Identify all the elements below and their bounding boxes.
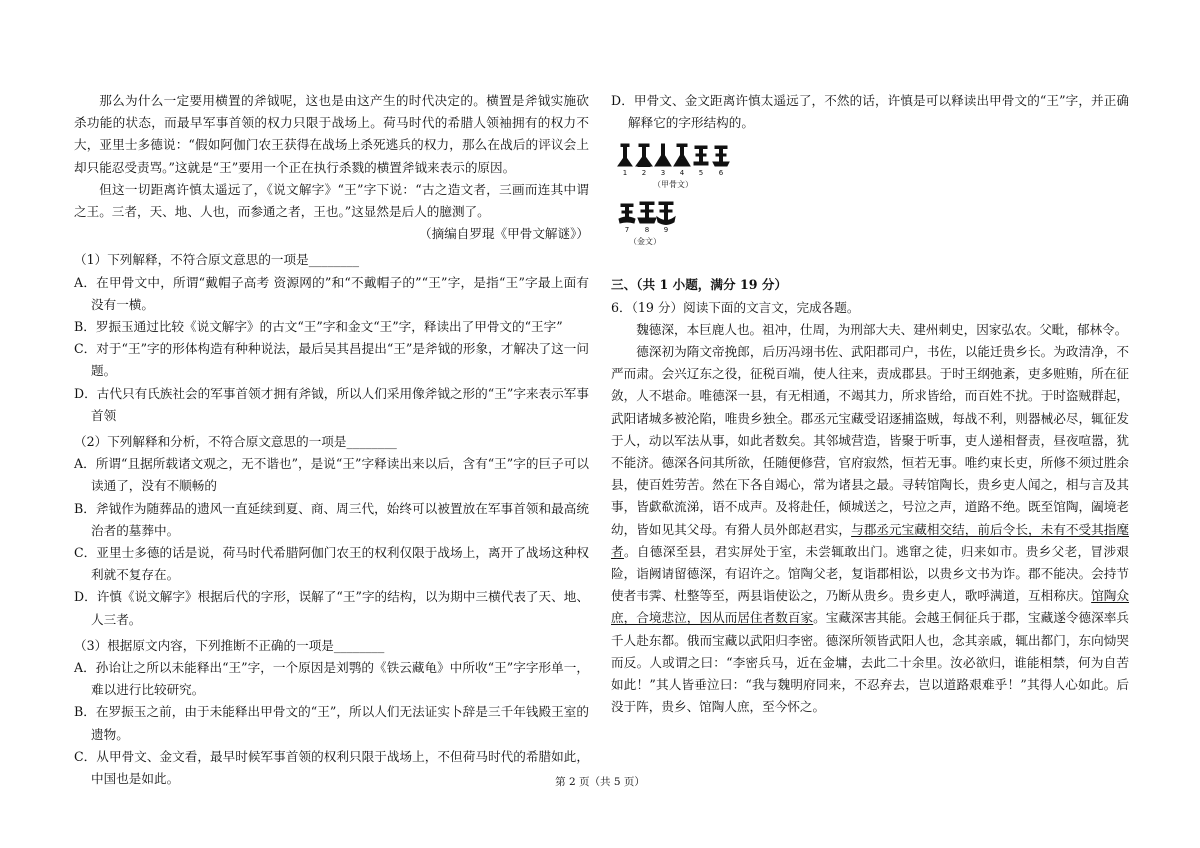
section-title: 三、（共 1 小题，满分 19 分） bbox=[611, 277, 788, 293]
jiaguwen-glyph-5 bbox=[694, 146, 708, 165]
glyph-number: 7 bbox=[624, 226, 630, 235]
classical-passage-paragraph bbox=[611, 341, 1129, 718]
wang-character-figure bbox=[615, 140, 1129, 252]
glyph-number: 5 bbox=[698, 169, 704, 178]
question-1-option-c: C．对于“王”字的形体构造有种种说法，最后吴其昌提出“王”是斧钺的形象，才解决了这一问题。 bbox=[74, 341, 589, 379]
passage-paragraph: 那么为什么一定要用横置的斧钺呢，这也是由这产生的时代决定的。横置是斧钺实施砍杀功能的状态，而最早军事首领的权力只限于战场上。荷马时代的希腊人领袖拥有的权力不大，亚里士多德说：“假如阿伽门农王获得在战场上杀死逃兵的权力，那么在战后的评议会上却只能忍受责骂。”这就是“王”要用一个正在执行杀戮的横置斧钺来表示的原因。 bbox=[74, 93, 589, 175]
underlined-sentence-2: 馆陶众庶，合境悲泣，因从而居住者数百家 bbox=[611, 588, 1130, 626]
classical-passage-paragraph: 魏德深，本巨鹿人也。祖冲，仕周，为刑部大夫、建州刺史，因家弘农。父毗，郁林令。 bbox=[636, 321, 1128, 337]
jiaguwen-glyph-4 bbox=[674, 144, 690, 166]
glyph-number: 4 bbox=[679, 169, 685, 178]
passage-text: 。自德深至县，君实屏处于室，未尝辄敢出门。逃窜之徒，归来如市。贵乡父老，冒涉艰险，诣阙请留德深，有诏许之。馆陶父老，复诣郡相讼，以贵乡文书为诈。郡不能决。会持节使者韦霁、杜整等至，两县诣使讼之，乃断从贵乡。贵乡吏人，歌呼满道，互相称庆。 bbox=[611, 543, 1130, 604]
question-3-option-a: A．孙诒让之所以未能释出“王”字，一个原因是刘鹗的《铁云藏龟》中所收“王”字字形单一，难以进行比较研究。 bbox=[74, 660, 589, 698]
question-2-option-a: A．所谓“且据所载诸文观之，无不谐也”，是说“王”字释读出来以后，含有“王”字的巨子可以读通了，没有不顺畅的 bbox=[74, 456, 589, 494]
question-1-option-d: D．古代只有氏族社会的军事首领才拥有斧钺，所以人们采用像斧钺之形的“王”字来表示军事首领 bbox=[74, 385, 589, 423]
jiaguwen-glyph-3 bbox=[655, 144, 671, 166]
glyph-number: 6 bbox=[718, 169, 724, 178]
jinwen-glyph-7 bbox=[619, 204, 635, 223]
passage-paragraph: 但这一切距离许慎太遥远了，《说文解字》“王”字下说：“古之造文者，三画而连其中谓之王。三者，天、地、人也，而参通之者，王也。”这显然是后人的臆测了。 bbox=[74, 181, 589, 220]
glyph-number: 2 bbox=[641, 169, 647, 178]
glyph-number: 9 bbox=[663, 226, 669, 235]
question-1-stem: （1）下列解释，不符合原文意思的一项是________ bbox=[74, 252, 360, 268]
jiaguwen-glyph-6 bbox=[713, 146, 729, 166]
glyph-number: 3 bbox=[660, 169, 666, 178]
jinwen-glyph-8 bbox=[638, 202, 656, 223]
passage-text: 德深初为隋文帝挽郎，后历冯翊书佐、武阳郡司户，书佐，以能迁贵乡长。为政清净，不严而肃。会兴辽东之役，征税百端，使人往来，责成郡县。于时王纲弛紊，吏多赃贿，所在征敛，人不堪命。唯德深一县，有无相通，不竭其力，所求皆给，而百姓不扰。于时盗贼群起，武阳诸城多被沦陷，唯贵乡独全。郡丞元宝藏受诏逐捕盗贼，每战不利，则器械必尽，辄征发于人，动以军法从事，如此者数矣。其邻城营造，皆聚于听事，吏人递相督责，昼夜喧嚣，犹不能济。德深各问其所欲，任随便修营，官府寂然，恒若无事。唯约束长吏，所修不须过胜余县，使百姓劳苦。然在下各自竭心，常为诸县之最。寻转馆陶长，贵乡吏人闻之，相与言及其事，皆歔欷流涕，语不成声。及将赴任，倾城送之，号泣之声，道路不绝。既至馆陶，阖境老幼，皆如见其父母。有猾人员外郎赵君实， bbox=[611, 344, 1129, 537]
question-3-option-b: B．在罗振玉之前，由于未能释出甲骨文的“王”，所以人们无法证实卜辞是三千年钱殿王室的遗物。 bbox=[74, 704, 589, 742]
question-3-stem: （3）根据原文内容，下列推断不正确的一项是________ bbox=[74, 637, 385, 653]
glyph-number: 1 bbox=[622, 169, 628, 178]
jinwen-glyph-9 bbox=[657, 202, 675, 225]
jiaguwen-glyph-1 bbox=[618, 144, 632, 166]
question-2-option-b: B．斧钺作为随葬品的遗风一直延续到夏、商、周三代，始终可以被置放在军事首领和最高统治者的墓葬中。 bbox=[74, 500, 589, 538]
passage-text: 。宝藏深害其能。会越王侗征兵于郡，宝藏遂令德深率兵千人赴东都。俄而宝藏以武阳归李密。德深所领皆武阳人也，念其亲戚，辄出都门，东向恸哭而反。人或谓之曰：“李密兵马，近在金墉，去此二十余里。汝必欲归，谁能相禁，何为自苦如此！”其人皆垂泣曰：“我与魏明府同来，不忍弃去，岂以道路艰难乎！”其得人心如此。后没于阵，贵乡、馆陶人庶，至今怀之。 bbox=[611, 610, 1130, 715]
question-2-option-c: C．亚里士多德的话是说，荷马时代希腊阿伽门农王的权利仅限于战场上，离开了战场这种权利就不复存在。 bbox=[74, 545, 589, 583]
underlined-sentence-1: 与郡丞元宝藏相交结，前后令长，未有不受其指麾者 bbox=[611, 521, 1130, 559]
question-3-option-d: D．甲骨文、金文距离许慎太遥远了，不然的话，许慎是可以释读出甲骨文的“王”字，并正确解释它的字形结构的。 bbox=[611, 93, 1129, 131]
left-column bbox=[74, 90, 589, 790]
wang-glyphs-illustration bbox=[615, 140, 775, 252]
question-1-option-b: B．罗振玉通过比较《说文解字》的古文“王”字和金文“王”字，释读出了甲骨文的“王字” bbox=[74, 319, 563, 335]
question-3-option-c: C．从甲骨文、金文看，最早时候军事首领的权利只限于战场上，不但荷马时代的希腊如此，中国也是如此。 bbox=[74, 748, 589, 787]
question-2-option-d: D．许慎《说文解字》根据后代的字形，误解了“王”字的结构，以为期中三横代表了天、地、人三者。 bbox=[74, 589, 589, 627]
glyph-number: 8 bbox=[644, 226, 650, 235]
question-2-stem: （2）下列解释和分析，不符合原文意思的一项是________ bbox=[74, 434, 397, 450]
jiaguwen-caption: （甲骨文） bbox=[653, 180, 693, 190]
right-column bbox=[611, 90, 1129, 718]
source-citation: （摘编自罗琨《甲骨文解谜》） bbox=[418, 226, 589, 242]
question-6-stem: 6．（19 分）阅读下面的文言文，完成各题。 bbox=[611, 299, 860, 315]
jinwen-caption: （金文） bbox=[629, 237, 661, 247]
jiaguwen-glyph-2 bbox=[636, 144, 652, 167]
page-footer: 第 2 页（共 5 页） bbox=[555, 776, 645, 788]
question-1-option-a: A．在甲骨文中，所谓“戴帽子高考 资源网的”和“不戴帽子的”“王”字，是指“王”字最上面有没有一横。 bbox=[74, 274, 589, 312]
